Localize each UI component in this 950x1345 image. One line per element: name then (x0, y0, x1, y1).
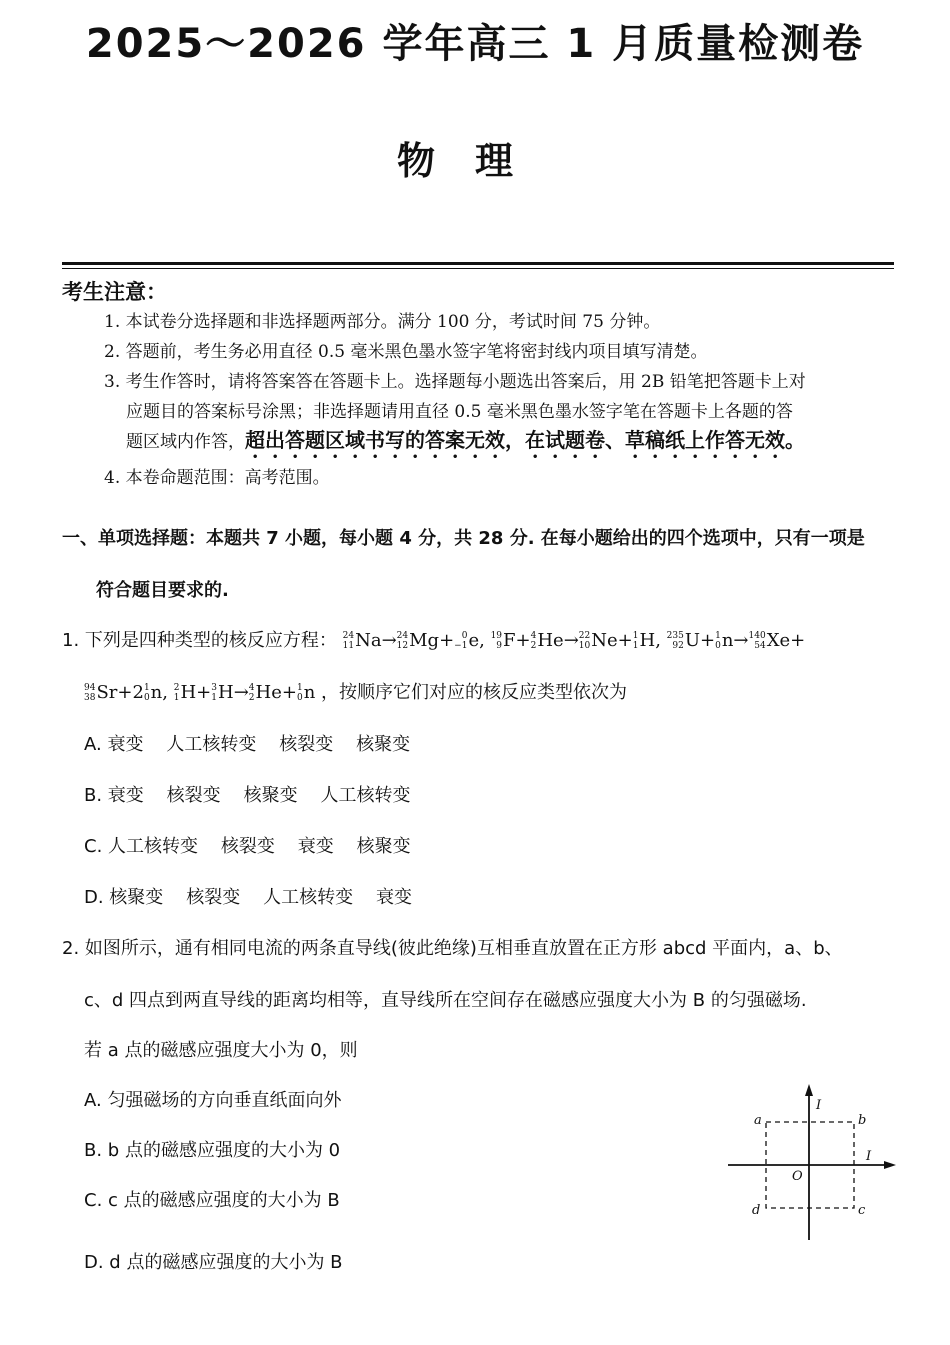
vertical-current-arrow-icon (805, 1084, 813, 1096)
header-rule-thin (62, 268, 894, 269)
q1-prefix: 1. 下列是四种类型的核反应方程： (62, 630, 337, 651)
nuclide-h1: 1 1 H (632, 630, 656, 651)
label-c: c (858, 1203, 866, 1218)
q1-equation-3: 235 92 U+ 1 0 n→ 140 54 Xe+ (666, 630, 806, 651)
q1-equation-1: 24 11 Na→ 24 12 Mg+ 0 −1 e, (342, 630, 491, 651)
q2-option-d[interactable]: D. d 点的磁感应强度的大小为 B (84, 1252, 343, 1273)
notice-item-3: 3. 考生作答时，请将答案答在答题卡上。选择题每小题选出答案后，用 2B 铅笔把答题卡上对 (104, 372, 806, 392)
nuclide-n-2: 1 0 n (143, 682, 163, 703)
nuclide-he-2: 4 2 He (248, 682, 282, 703)
label-i-horizontal: I (866, 1149, 872, 1164)
section-heading-cont: 符合题目要求的. (96, 580, 229, 601)
nuclide-ne: 22 10 Ne (578, 630, 618, 651)
nuclide-n-3: 1 0 n (296, 682, 316, 703)
notice-item-3-end (126, 424, 906, 463)
q2-stem-line2: c、d 四点到两直导线的距离均相等，直导线所在空间存在磁感应强度大小为 B 的匀强磁场. (84, 990, 807, 1011)
notice-item-2: 2. 答题前，考生务必用直径 0.5 毫米黑色墨水签字笔将密封线内项目填写清楚。 (104, 342, 708, 362)
nuclide-mg: 24 12 Mg (396, 630, 440, 651)
q2-option-b[interactable]: B. b 点的磁感应强度的大小为 0 (84, 1140, 341, 1161)
q1-option-a[interactable]: A. 衰变 人工核转变 核裂变 核聚变 (84, 734, 411, 755)
nuclide-h3: 3 1 H (211, 682, 234, 703)
q1-option-b[interactable]: B. 衰变 核裂变 核聚变 人工核转变 (84, 785, 411, 806)
q2-option-c[interactable]: C. c 点的磁感应强度的大小为 B (84, 1190, 340, 1211)
header-rule-thick (62, 262, 894, 265)
notice-emphasis: 超出答题区域书写的答案无效，在试题卷、草稿纸上作答无效。 (245, 428, 805, 452)
label-b: b (858, 1113, 867, 1128)
notice-item-3-cont: 应题目的答案标号涂黑；非选择题请用直径 0.5 毫米黑色墨水签字笔在答题卡上各题的答 (126, 402, 793, 422)
q2-stem-line3: 若 a 点的磁感应强度大小为 0，则 (84, 1040, 358, 1061)
q1-equation-2: 19 9 F+ 4 2 He→ 22 10 Ne+ 1 1 H, (490, 630, 667, 651)
subject-title: 物理 (396, 139, 553, 183)
label-i-vertical: I (816, 1098, 822, 1113)
notice-item-3-end-text: 题区域内作答， (126, 432, 245, 452)
q1-stem-cont: 94 38 Sr+2 1 0 n, 2 1 H+ 3 1 H→ 4 2 He+ 1 0 n ，按顺序它们对应的核反应类型依次为 (84, 682, 628, 703)
nuclide-f: 19 9 F (490, 630, 516, 651)
q1-option-c[interactable]: C. 人工核转变 核裂变 衰变 核聚变 (84, 836, 411, 857)
nuclide-h2: 2 1 H (173, 682, 197, 703)
notice-heading: 考生注意： (62, 280, 167, 304)
nuclide-e: 0 −1 e (454, 630, 480, 651)
notice-item-1: 1. 本试卷分选择题和非选择题两部分。满分 100 分，考试时间 75 分钟。 (104, 312, 661, 332)
exam-title: 2025～2026 学年高三 1 月质量检测卷 (85, 21, 865, 67)
nuclide-u: 235 92 U (666, 630, 700, 651)
section-heading: 一、单项选择题：本题共 7 小题，每小题 4 分，共 28 分. 在每小题给出的四个选项中，只有一项是 (62, 528, 865, 549)
q2-figure (720, 1080, 910, 1245)
nuclide-n: 1 0 n (715, 630, 734, 651)
nuclide-sr: 94 38 Sr (84, 682, 118, 703)
q1-stem (62, 626, 902, 652)
notice-item-4: 4. 本卷命题范围：高考范围。 (104, 468, 330, 488)
q2-option-a[interactable]: A. 匀强磁场的方向垂直纸面向外 (84, 1090, 342, 1111)
q1-option-d[interactable]: D. 核聚变 核裂变 人工核转变 衰变 (84, 887, 412, 908)
label-o: O (792, 1169, 803, 1184)
q2-stem-line1: 2. 如图所示，通有相同电流的两条直导线(彼此绝缘)互相垂直放置在正方形 abcd 平面内，a、b、 (62, 938, 843, 959)
nuclide-na: 24 11 Na (342, 630, 382, 651)
nuclide-xe: 140 54 Xe (748, 630, 791, 651)
label-d: d (752, 1203, 761, 1218)
horizontal-current-arrow-icon (884, 1161, 896, 1169)
nuclide-he: 4 2 He (530, 630, 564, 651)
q1-suffix: ，按顺序它们对应的核反应类型依次为 (321, 682, 628, 703)
label-a: a (754, 1113, 762, 1128)
